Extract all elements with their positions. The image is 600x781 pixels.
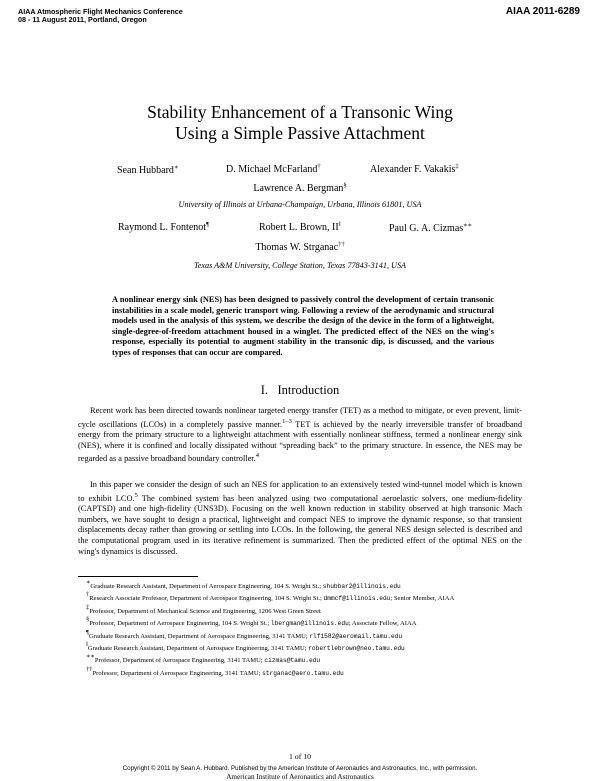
conference-dates: 08 - 11 August 2011, Portland, Oregon xyxy=(18,15,147,25)
paper-id: AIAA 2011-6289 xyxy=(505,6,580,17)
email-link[interactable]: dmmcf@illinois.edu xyxy=(323,595,391,603)
abstract: A nonlinear energy sink (NES) has been designed to passively control the development of certain transonic instabilities in a scale model, generic transport wing. Following a review of the aerodynamic and structural models used in the analysis of this system, we describe the design of the device in the form of a lightweight, single-degree-of-freedom attachment housed in a winglet. The predicted effect of the NES on the wing's response, especially its potential to augment stability in the transonic dip, is discussed, and the various types of responses that can occur are compared. xyxy=(112,295,494,357)
section-title: Introduction xyxy=(277,383,340,397)
section-heading xyxy=(0,383,600,398)
footnote: ∗Graduate Research Assistant, Department of Aerospace Engineering, 104 S. Wright St.; shubbar2@illinois.edu xyxy=(86,579,401,590)
author-fontenot: Raymond L. Fontenot¶ xyxy=(118,221,210,233)
page-number: 1 of 10 xyxy=(288,752,312,761)
footnote: §Professor, Department of Aerospace Engineering, 104 S. Wright St.; lbergman@illinois.edu; Associate Fellow, AIAA xyxy=(86,616,417,628)
footnotes xyxy=(78,579,522,678)
footnote: ∗∗Professor, Department of Aerospace Engineering, 3141 TAMU; cizmas@tamu.edu xyxy=(86,653,321,665)
email-link[interactable]: rlf1582@aeromail.tamu.edu xyxy=(309,632,403,640)
footnote: ¶Graduate Research Assistant, Department of Aerospace Engineering, 3141 TAMU; rlf1582@aeromail.tamu.edu xyxy=(86,628,403,640)
conference-name: AIAA Atmospheric Flight Mechanics Conference xyxy=(18,7,183,16)
author-strganac: Thomas W. Strganac†† xyxy=(255,241,345,253)
email-link[interactable]: strganac@aero.tamu.edu xyxy=(262,669,344,677)
author-cizmas: Paul G. A. Cizmas∗∗ xyxy=(389,222,473,234)
conference-header xyxy=(18,8,183,25)
title-line-2: Using a Simple Passive Attachment xyxy=(175,123,425,143)
footnote: †Research Associate Professor, Department of Aerospace Engineering, 104 S. Wright St.; dmmcf@illinois.edu; Senior Member, AIAA xyxy=(86,591,455,603)
email-link[interactable]: cizmas@tamu.edu xyxy=(264,657,321,665)
intro-paragraph-2: In this paper we consider the design of such an NES for application to an extensively tested wind-tunnel model which is known to exhibit LCO.$^5$ The combined system has been analyzed using two computational aeroelastic solvers, one medium-fidelity (CAPTSD) and one high-fidelity (UNS3D). Focusing on the well known reduction in stability observed at high transonic Mach numbers, we have sought to design a practical, lightweight and compact NES to improve the dynamic response, so that transient displacements decay rather than growing or settling into LCOs. In the following, the general NES design selected is described and the computational program used in its iterative refinement is summarized. Then the predicted effect of the optimal NES on the wing's dynamics is discussed. xyxy=(78,480,523,556)
affiliation-illinois: University of Illinois at Urbana-Champaign, Urbana, Illinois 61801, USA xyxy=(178,200,422,209)
author-brown: Robert L. Brown, II‖ xyxy=(259,221,341,233)
footnote-rule xyxy=(78,576,198,577)
copyright-notice: Copyright © 2011 by Sean A. Hubbard. Published by the American Institute of Aeronautics and Astronautics, Inc., with permission. xyxy=(122,765,478,772)
footnote: ‡Professor, Department of Mechanical Science and Engineering, 1206 West Green Street xyxy=(86,603,321,615)
author-vakakis: Alexander F. Vakakis‡ xyxy=(370,163,459,175)
citation: 4 xyxy=(255,452,259,460)
intro-paragraph-1: Recent work has been directed towards nonlinear targeted energy transfer (TET) as a method to mitigate, or even prevent, limit-cycle oscillations (LCOs) in a completely passive manner.$^{1-3}$ TET is achieved by the nearly irreversible transfer of broadband energy from the primary structure to a lightweight attachment with essentially nonlinear stiffness, termed a nonlinear energy sink (NES), where it is confined and locally dissipated without “spreading back” to the primary structure. In essence, the NES may be regarded as a passive broadband boundary controller.$^4$ xyxy=(78,406,523,464)
author-mcfarland: D. Michael McFarland† xyxy=(226,163,321,175)
author-bergman: Lawrence A. Bergman§ xyxy=(253,182,347,194)
email-link[interactable]: robertlebrown@neo.tamu.edu xyxy=(308,645,405,653)
email-link[interactable]: shubbar2@illinois.edu xyxy=(322,583,401,590)
organization-footer: American Institute of Aeronautics and Astronautics xyxy=(226,773,374,781)
email-link[interactable]: lbergman@illinois.edu xyxy=(270,620,349,628)
footnote: ‖Graduate Research Assistant, Department of Aerospace Engineering, 3141 TAMU; robertlebrown@neo.tamu.edu xyxy=(86,641,405,653)
affiliation-tamu: Texas A&M University, College Station, Texas 77843-3141, USA xyxy=(193,261,407,270)
section-number: I. xyxy=(260,383,269,397)
author-hubbard: Sean Hubbard∗ xyxy=(117,164,179,176)
citation: 1–3 xyxy=(282,417,292,425)
title-line-1: Stability Enhancement of a Transonic Wing xyxy=(147,102,453,122)
footnote: ††Professor, Department of Aerospace Engineering, 3141 TAMU; strganac@aero.tamu.edu xyxy=(86,665,344,677)
citation: 5 xyxy=(134,491,138,499)
paper-title xyxy=(0,102,600,144)
